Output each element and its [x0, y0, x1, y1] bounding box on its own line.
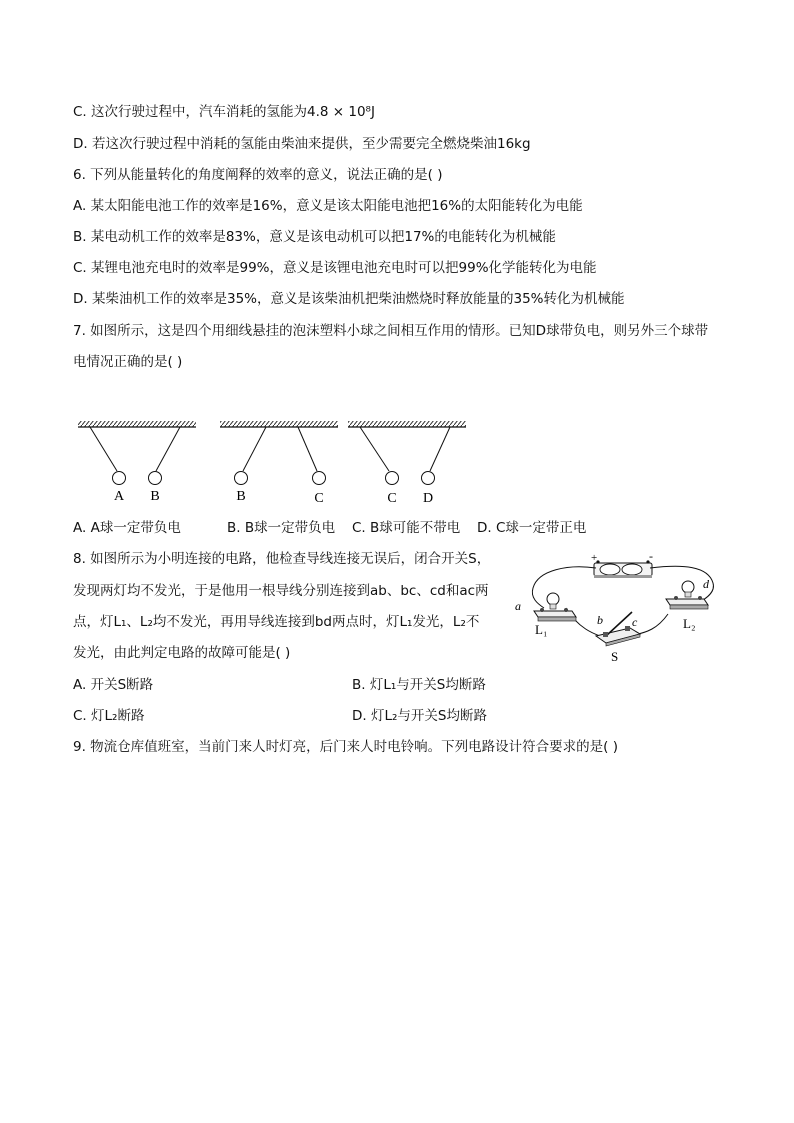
point-d-label: d [703, 577, 709, 591]
battery-minus-label: - [649, 549, 653, 563]
pendulum-pair-ab [78, 421, 196, 485]
battery-plus-label: + [591, 552, 598, 564]
q7-option-c: C. B球可能不带电 [352, 520, 461, 536]
pendulum-pair-bc [220, 421, 338, 485]
q7-pendulum-figure [70, 415, 480, 515]
label-c-2: C [387, 491, 397, 506]
point-b-label: b [597, 613, 603, 627]
point-c-label: c [632, 615, 638, 629]
pendulum-pair-cd [348, 421, 466, 485]
q6-option-d: D. 某柴油机工作的效率是35%，意义是该柴油机把柴油燃烧时释放能量的35%转化为机械能 [73, 291, 625, 307]
q8-stem-line2: 发现两灯均不发光，于是他用一根导线分别连接到ab、bc、cd和ac两 [73, 583, 489, 599]
ball-b-2 [235, 472, 248, 485]
q5-option-c: C. 这次行驶过程中，汽车消耗的氢能为4.8 × 10⁸J [73, 104, 375, 120]
q8-stem-line3: 点，灯L₁、L₂均不发光，再用导线连接到bd两点时，灯L₁发光，L₂不 [73, 614, 480, 630]
label-b: B [150, 489, 160, 504]
point-a-label: a [515, 599, 521, 613]
switch-s-label: S [611, 649, 619, 664]
ball-d [422, 472, 435, 485]
label-c: C [314, 491, 324, 506]
label-d: D [422, 491, 434, 506]
label-a: A [113, 489, 125, 504]
lamp-l1-label: L₁ [535, 622, 548, 637]
label-b-2: B [236, 489, 246, 504]
q5-option-d: D. 若这次行驶过程中消耗的氢能由柴油来提供，至少需要完全燃烧柴油16kg [73, 136, 531, 152]
q8-circuit-figure [508, 548, 730, 666]
ball-c [313, 472, 326, 485]
q6-option-c: C. 某锂电池充电时的效率是99%，意义是该锂电池充电时可以把99%化学能转化为电能 [73, 260, 597, 276]
q8-option-c: C. 灯L₂断路 [73, 708, 145, 724]
q7-option-b: B. B球一定带负电 [227, 520, 336, 536]
lamp-l2-label: L₂ [683, 616, 696, 631]
q8-stem-line4: 发光，由此判定电路的故障可能是( ) [73, 645, 291, 661]
ball-c-2 [386, 472, 399, 485]
battery-icon [594, 560, 652, 578]
q6-option-a: A. 某太阳能电池工作的效率是16%，意义是该太阳能电池把16%的太阳能转化为电能 [73, 198, 583, 214]
q6-stem: 6. 下列从能量转化的角度阐释的效率的意义，说法正确的是( ) [73, 167, 443, 183]
q6-option-b: B. 某电动机工作的效率是83%，意义是该电动机可以把17%的电能转化为机械能 [73, 229, 556, 245]
ball-b [149, 472, 162, 485]
lamp-l2-icon [666, 581, 708, 609]
ball-a [113, 472, 126, 485]
q8-option-b: B. 灯L₁与开关S均断路 [352, 677, 486, 693]
q8-option-d: D. 灯L₂与开关S均断路 [352, 708, 487, 724]
q7-option-a: A. A球一定带负电 [73, 520, 181, 536]
q7-option-d: D. C球一定带正电 [477, 520, 587, 536]
lamp-l1-icon [534, 593, 576, 621]
q8-stem-line1: 8. 如图所示为小明连接的电路，他检查导线连接无误后，闭合开关S， [73, 551, 491, 567]
q7-stem-line2: 电情况正确的是( ) [73, 354, 183, 370]
q8-option-a: A. 开关S断路 [73, 677, 154, 693]
q7-stem-line1: 7. 如图所示，这是四个用细线悬挂的泡沫塑料小球之间相互作用的情形。已知D球带负电，则另外三个球带 [73, 323, 709, 339]
q9-stem: 9. 物流仓库值班室，当前门来人时灯亮，后门来人时电铃响。下列电路设计符合要求的是( ) [73, 739, 618, 755]
